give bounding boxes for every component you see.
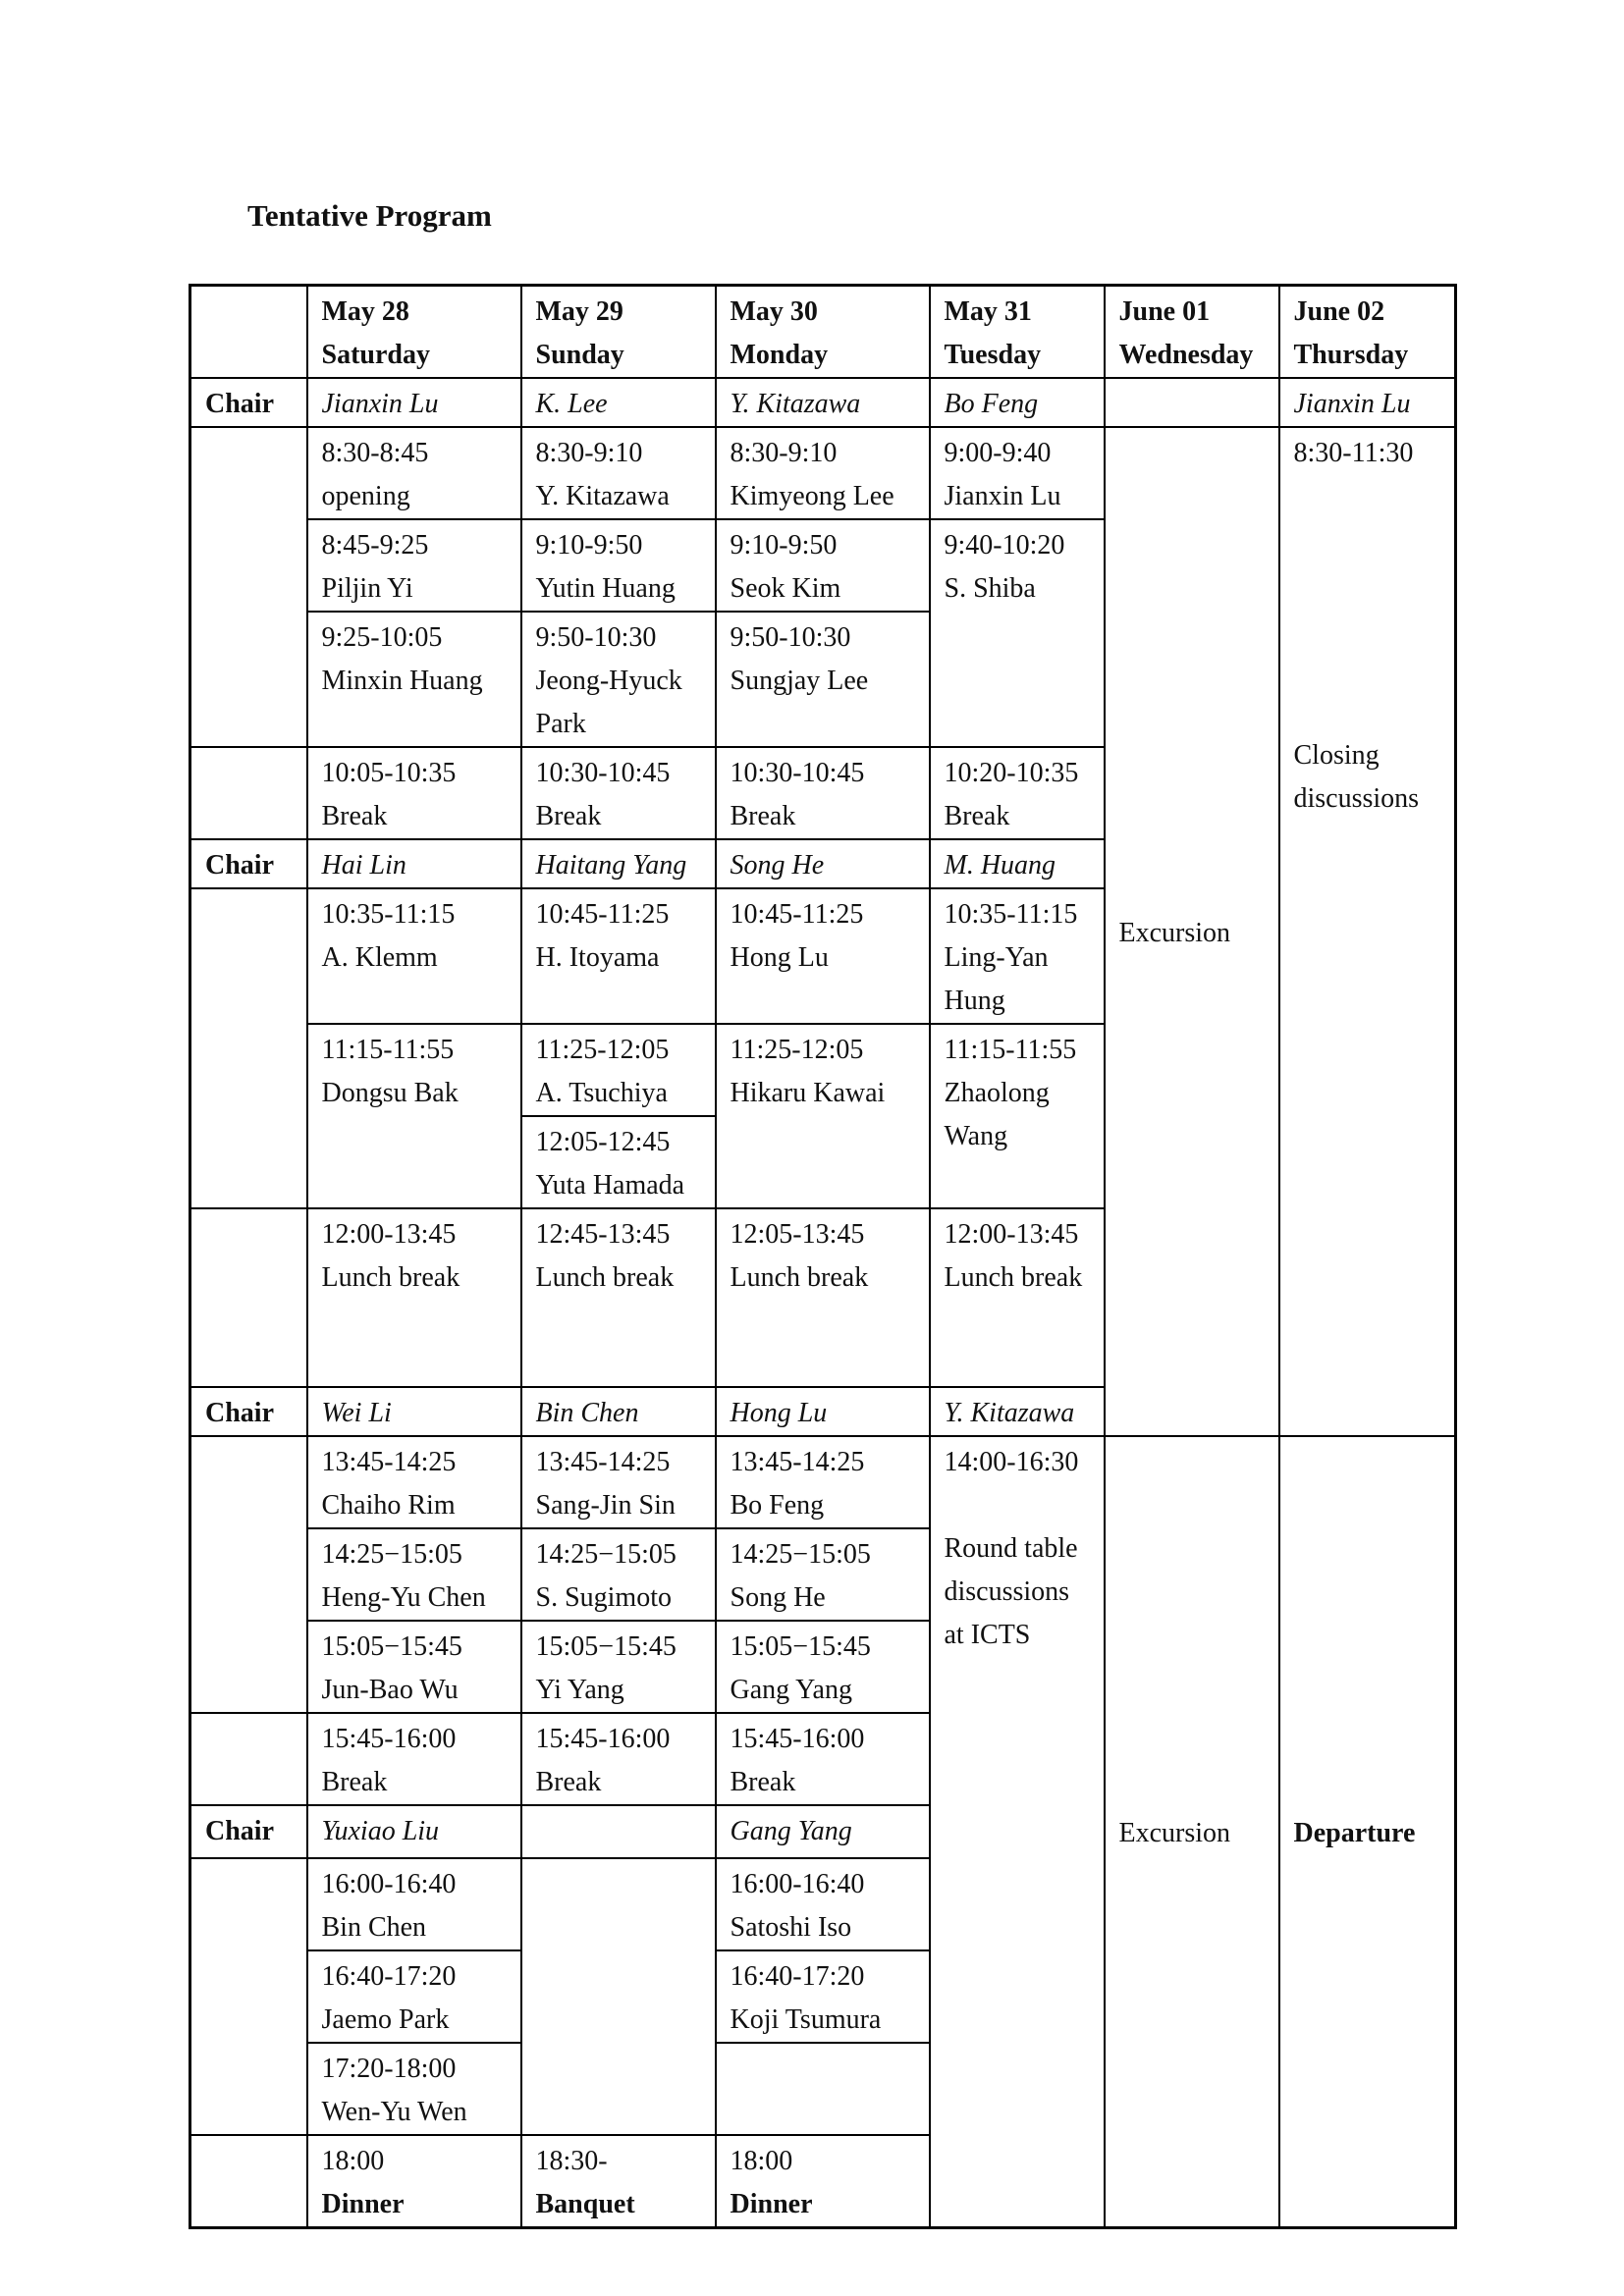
day-date: June 01 (1118, 296, 1211, 327)
round-table-discussions: Round table discussions at ICTS (944, 1533, 1078, 1650)
session-name: Gang Yang (730, 1675, 852, 1705)
day-date: May 31 (944, 296, 1032, 327)
session-name: S. Shiba (944, 573, 1036, 604)
day-header (930, 286, 1105, 379)
session-cell (716, 1436, 930, 1528)
program-table (189, 284, 1457, 2229)
session-name: Minxin Huang (321, 666, 483, 696)
session-cell (716, 519, 930, 612)
empty-cell (190, 747, 307, 839)
session-time: 12:05-13:45 (730, 1219, 865, 1250)
session-name: Yuta Hamada (535, 1170, 685, 1201)
session-name: Break (535, 801, 602, 831)
day-header (716, 286, 930, 379)
session-time: 10:45-11:25 (535, 899, 670, 930)
session-name: Hikaru Kawai (730, 1078, 886, 1108)
session-cell (716, 427, 930, 519)
session-time: 12:05-12:45 (535, 1127, 671, 1157)
session-time: 13:45-14:25 (321, 1447, 457, 1477)
departure-cell: Departure (1279, 1436, 1456, 2228)
session-time: 10:20-10:35 (944, 758, 1079, 788)
session-name: Break (321, 801, 388, 831)
session-cell (307, 1436, 521, 1528)
chair-row (190, 378, 1456, 427)
day-header (1105, 286, 1279, 379)
round-table-cell (930, 1436, 1105, 2228)
day-weekday: Monday (730, 340, 829, 370)
session-cell (307, 1858, 521, 1950)
session-time: 14:00-16:30 (944, 1447, 1079, 1477)
excursion-cell: Excursion (1105, 1436, 1279, 2228)
session-cell (716, 612, 930, 747)
session-cell (716, 888, 930, 1024)
session-time: 10:35-11:15 (321, 899, 456, 930)
dinner-cell (521, 2135, 716, 2228)
session-name: H. Itoyama (535, 942, 660, 973)
session-time: 16:40-17:20 (321, 1961, 457, 1992)
corner-cell (190, 286, 307, 379)
session-time: 9:50-10:30 (730, 622, 851, 653)
session-cell (307, 1950, 521, 2043)
session-name: Kimyeong Lee (730, 481, 894, 511)
session-name: Zhaolong Wang (944, 1078, 1050, 1151)
session-name: Hong Lu (730, 942, 829, 973)
chair-name: Jianxin Lu (1279, 378, 1456, 427)
chair-name: K. Lee (521, 378, 716, 427)
session-name: Jaemo Park (321, 2004, 450, 2035)
empty-cell (716, 2043, 930, 2135)
session-time: 11:15-11:55 (944, 1035, 1077, 1065)
session-name: Banquet (535, 2189, 635, 2219)
session-cell (716, 1858, 930, 1950)
page-title: Tentative Program (247, 198, 492, 233)
lunch-cell (930, 1208, 1105, 1387)
session-time: 15:45-16:00 (321, 1724, 457, 1754)
session-name: Lunch break (730, 1262, 869, 1293)
session-name: Jianxin Lu (944, 481, 1061, 511)
empty-cell (190, 1208, 307, 1387)
day-header (307, 286, 521, 379)
session-time: 10:45-11:25 (730, 899, 864, 930)
session-cell (521, 519, 716, 612)
session-cell (716, 1621, 930, 1713)
session-name: Break (730, 801, 796, 831)
session-time: 12:00-13:45 (321, 1219, 457, 1250)
session-time: 17:20-18:00 (321, 2054, 457, 2084)
day-date: May 29 (535, 296, 623, 327)
session-time: 15:05−15:45 (321, 1631, 462, 1662)
session-time: 12:00-13:45 (944, 1219, 1079, 1250)
session-cell (930, 888, 1105, 1024)
chair-label: Chair (190, 839, 307, 888)
chair-name: Hong Lu (716, 1387, 930, 1436)
closing-cell (1279, 427, 1456, 1436)
day-weekday: Sunday (535, 340, 624, 370)
chair-name: Y. Kitazawa (930, 1387, 1105, 1436)
header-row (190, 286, 1456, 379)
session-time: 15:45-16:00 (730, 1724, 865, 1754)
session-cell (521, 1528, 716, 1621)
session-name: Lunch break (535, 1262, 675, 1293)
empty-cell (190, 2135, 307, 2228)
chair-name: Bo Feng (930, 378, 1105, 427)
session-cell (521, 1436, 716, 1528)
session-name: Dinner (321, 2189, 405, 2219)
empty-cell (190, 888, 307, 1208)
session-cell (521, 1116, 716, 1208)
session-name: Jun-Bao Wu (321, 1675, 459, 1705)
break-cell (716, 1713, 930, 1805)
session-name: A. Tsuchiya (535, 1078, 668, 1108)
session-cell (307, 2043, 521, 2135)
session-name: Bo Feng (730, 1490, 825, 1521)
session-cell (307, 1621, 521, 1713)
chair-name: Bin Chen (521, 1387, 716, 1436)
session-time: 15:05−15:45 (535, 1631, 677, 1662)
day-header (1279, 286, 1456, 379)
session-cell (521, 888, 716, 1024)
session-cell (307, 888, 521, 1024)
session-cell (930, 427, 1105, 519)
session-time: 11:15-11:55 (321, 1035, 455, 1065)
break-cell (521, 747, 716, 839)
session-name: Heng-Yu Chen (321, 1582, 486, 1613)
empty-cell (1105, 378, 1279, 427)
session-time: 8:30-9:10 (535, 438, 643, 468)
day-weekday: Thursday (1293, 340, 1409, 370)
chair-name: M. Huang (930, 839, 1105, 888)
chair-name: Gang Yang (716, 1805, 930, 1858)
session-name: Ling-Yan Hung (944, 942, 1049, 1016)
session-time: 11:25-12:05 (535, 1035, 670, 1065)
session-name: Lunch break (321, 1262, 460, 1293)
session-time: 11:25-12:05 (730, 1035, 864, 1065)
session-cell (307, 1024, 521, 1208)
chair-name: Jianxin Lu (307, 378, 521, 427)
session-cell (521, 612, 716, 747)
session-cell (521, 427, 716, 519)
day-weekday: Wednesday (1118, 340, 1254, 370)
session-cell (307, 1528, 521, 1621)
session-name: Seok Kim (730, 573, 841, 604)
session-time: 13:45-14:25 (730, 1447, 865, 1477)
day-weekday: Tuesday (944, 340, 1042, 370)
break-cell (307, 747, 521, 839)
session-name: Y. Kitazawa (535, 481, 670, 511)
session-time: 9:50-10:30 (535, 622, 657, 653)
session-name: Chaiho Rim (321, 1490, 456, 1521)
session-cell (307, 612, 521, 747)
session-time: 15:05−15:45 (730, 1631, 871, 1662)
session-time: 9:10-9:50 (730, 530, 838, 561)
session-time: 18:00 (321, 2146, 385, 2176)
break-cell (521, 1713, 716, 1805)
closing-discussions: Closing discussions (1293, 740, 1420, 814)
chair-name: Wei Li (307, 1387, 521, 1436)
session-name: Sungjay Lee (730, 666, 869, 696)
session-name: Jeong-Hyuck Park (535, 666, 682, 739)
session-cell (307, 427, 521, 519)
session-time: 9:40-10:20 (944, 530, 1065, 561)
session-name: Song He (730, 1582, 826, 1613)
session-time: 10:30-10:45 (535, 758, 671, 788)
session-time: 18:30- (535, 2146, 608, 2176)
lunch-cell (716, 1208, 930, 1387)
session-cell (930, 1024, 1105, 1208)
session-time: 16:00-16:40 (730, 1869, 865, 1899)
chair-label: Chair (190, 1805, 307, 1858)
session-time: 13:45-14:25 (535, 1447, 671, 1477)
empty-cell (190, 1858, 307, 2135)
session-name: Break (730, 1767, 796, 1797)
session-name: S. Sugimoto (535, 1582, 672, 1613)
session-cell (521, 1621, 716, 1713)
session-cell (716, 1950, 930, 2043)
session-name: Yutin Huang (535, 573, 676, 604)
dinner-cell (307, 2135, 521, 2228)
chair-label: Chair (190, 1387, 307, 1436)
empty-cell (521, 1858, 716, 2135)
day-weekday: Saturday (321, 340, 430, 370)
session-cell (716, 1024, 930, 1208)
day-header (521, 286, 716, 379)
chair-label: Chair (190, 378, 307, 427)
empty-cell (190, 1436, 307, 1713)
session-name: Piljin Yi (321, 573, 413, 604)
session-name: Yi Yang (535, 1675, 624, 1705)
session-cell (521, 1024, 716, 1116)
chair-name: Haitang Yang (521, 839, 716, 888)
session-time: 12:45-13:45 (535, 1219, 671, 1250)
session-name: Sang-Jin Sin (535, 1490, 676, 1521)
chair-name: Yuxiao Liu (307, 1805, 521, 1858)
session-name: Dinner (730, 2189, 813, 2219)
session-name: Break (944, 801, 1010, 831)
session-time: 8:30-11:30 (1293, 438, 1414, 468)
session-time: 14:25−15:05 (321, 1539, 462, 1570)
break-cell (716, 747, 930, 839)
session-cell (716, 1528, 930, 1621)
chair-name: Song He (716, 839, 930, 888)
dinner-cell (716, 2135, 930, 2228)
session-name: Lunch break (944, 1262, 1083, 1293)
session-name: Koji Tsumura (730, 2004, 882, 2035)
session-name: Break (535, 1767, 602, 1797)
session-time: 14:25−15:05 (730, 1539, 871, 1570)
session-name: opening (321, 481, 410, 511)
day-date: May 28 (321, 296, 409, 327)
session-cell (307, 519, 521, 612)
session-time: 16:40-17:20 (730, 1961, 865, 1992)
excursion-cell: Excursion (1105, 427, 1279, 1436)
empty-cell (190, 1713, 307, 1805)
session-name: Satoshi Iso (730, 1912, 852, 1943)
break-cell (307, 1713, 521, 1805)
session-time: 15:45-16:00 (535, 1724, 671, 1754)
session-name: Dongsu Bak (321, 1078, 459, 1108)
session-name: Wen-Yu Wen (321, 2097, 467, 2127)
session-cell (930, 519, 1105, 747)
session-time: 9:25-10:05 (321, 622, 443, 653)
session-time: 10:35-11:15 (944, 899, 1078, 930)
session-time: 10:05-10:35 (321, 758, 457, 788)
empty-cell (521, 1805, 716, 1858)
session-time: 9:10-9:50 (535, 530, 643, 561)
chair-name: Y. Kitazawa (716, 378, 930, 427)
session-time: 8:30-9:10 (730, 438, 838, 468)
session-time: 16:00-16:40 (321, 1869, 457, 1899)
session-name: A. Klemm (321, 942, 438, 973)
chair-name: Hai Lin (307, 839, 521, 888)
session-name: Bin Chen (321, 1912, 427, 1943)
break-cell (930, 747, 1105, 839)
session-time: 9:00-9:40 (944, 438, 1052, 468)
session-time: 10:30-10:45 (730, 758, 865, 788)
session-time: 8:45-9:25 (321, 530, 429, 561)
session-time: 14:25−15:05 (535, 1539, 677, 1570)
day-date: June 02 (1293, 296, 1385, 327)
lunch-cell (521, 1208, 716, 1387)
session-time: 8:30-8:45 (321, 438, 429, 468)
session-name: Break (321, 1767, 388, 1797)
empty-cell (190, 427, 307, 747)
session-time: 18:00 (730, 2146, 793, 2176)
day-date: May 30 (730, 296, 818, 327)
lunch-cell (307, 1208, 521, 1387)
